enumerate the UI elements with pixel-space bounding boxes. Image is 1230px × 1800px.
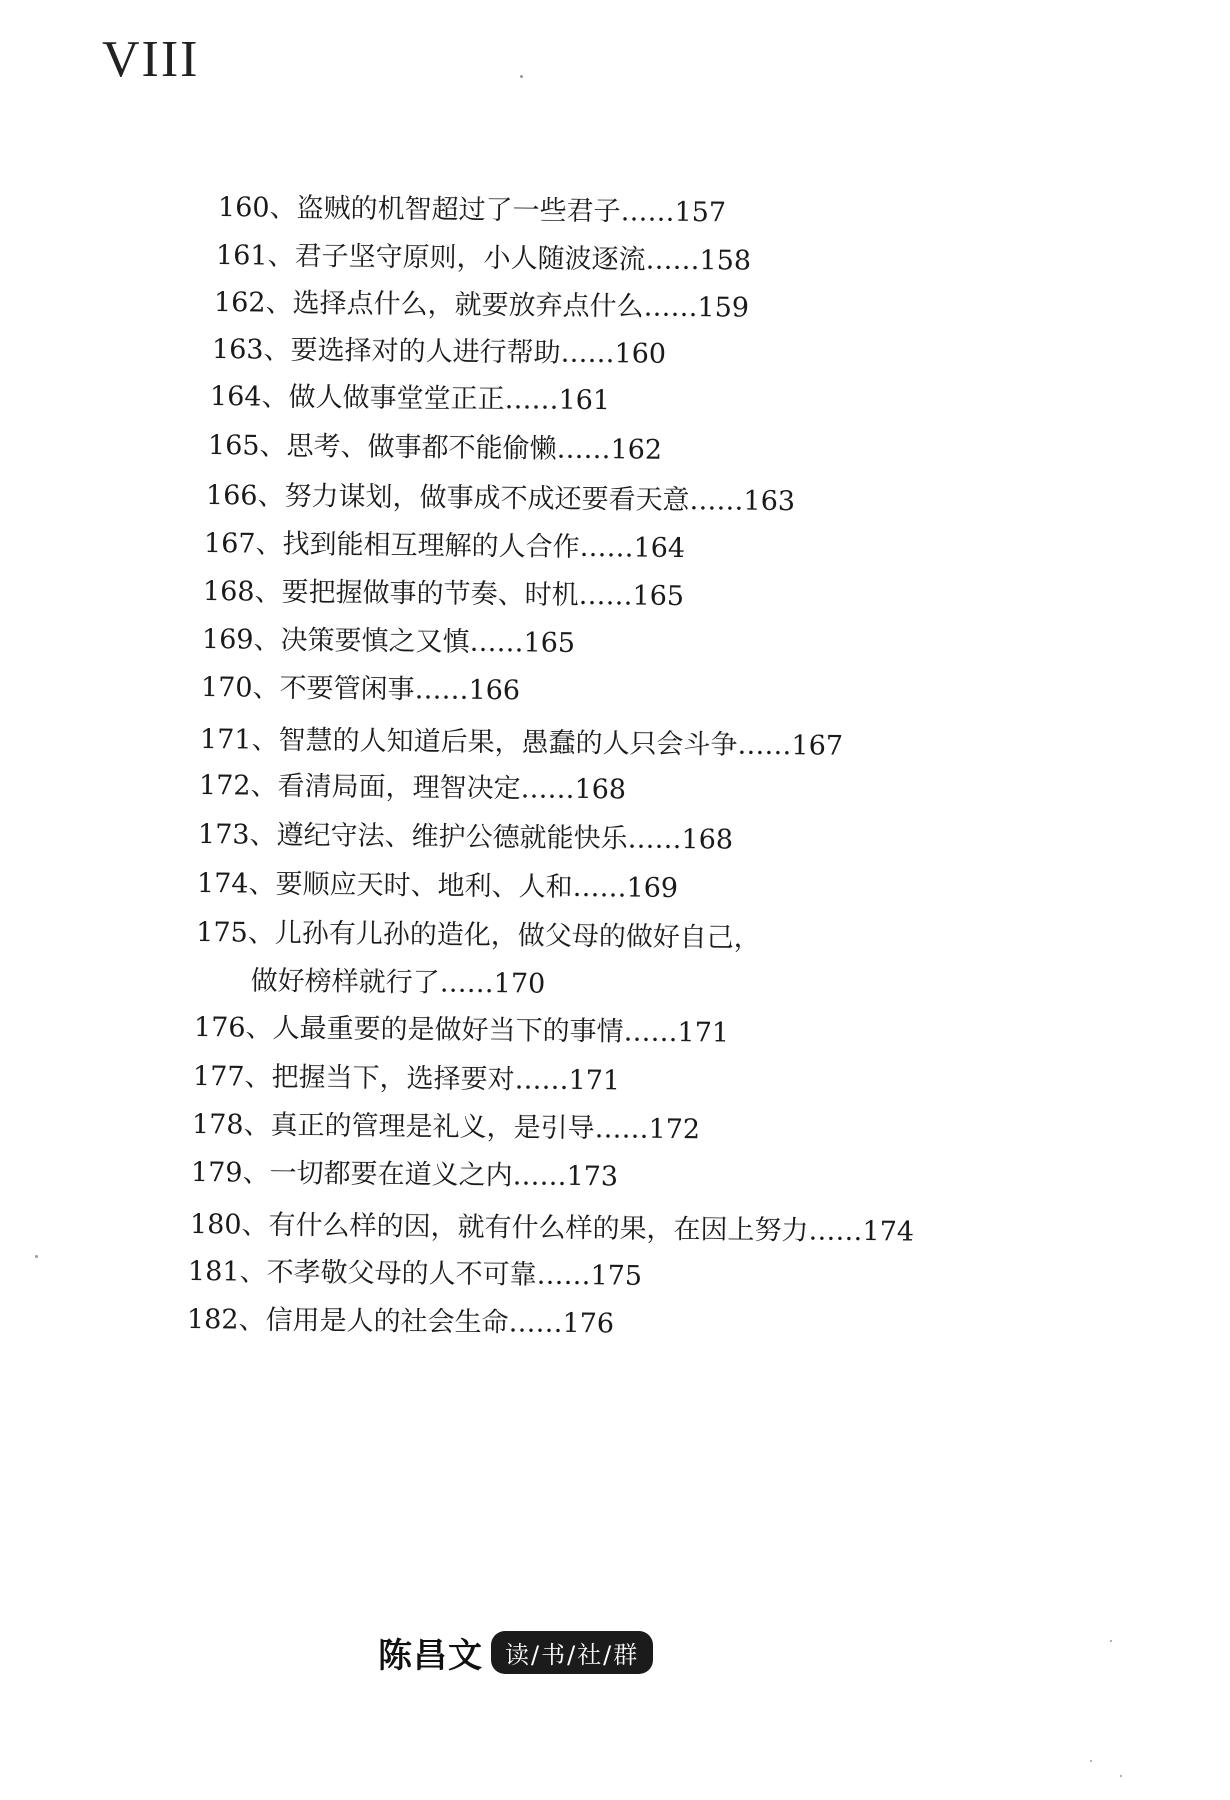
brand-name: 陈昌文: [378, 1635, 483, 1676]
toc-entry-page: 165: [632, 580, 685, 613]
toc-entry-page: 169: [626, 872, 679, 905]
toc-entry-number: 181: [187, 1256, 240, 1288]
scan-speck: [35, 1255, 38, 1258]
toc-entry-separator: 、: [249, 819, 277, 851]
toc-entry-page: 163: [743, 485, 796, 518]
toc-entry: [196, 915, 761, 1005]
toc-entry-number: 168: [202, 576, 255, 608]
toc-entry-number: 167: [203, 528, 256, 560]
toc-entry-number: 174: [196, 868, 249, 900]
toc-entry-page: 170: [493, 968, 546, 1000]
toc-entry-page: 158: [699, 245, 752, 277]
toc-entry-page: 171: [677, 1017, 730, 1049]
footer-logo: [378, 1628, 654, 1676]
toc-entry-separator: 、: [267, 240, 295, 272]
toc-entry-separator: 、: [257, 480, 285, 512]
toc-entry-leader: ……: [645, 244, 700, 277]
toc-entry: [199, 768, 626, 808]
toc-entry-page: 167: [791, 730, 844, 762]
toc-entry-separator: 、: [265, 287, 293, 319]
toc-entry-leader: ……: [469, 626, 524, 659]
toc-entry-number: 170: [200, 672, 253, 704]
toc-entry-title-continued: 做好榜样就行了: [250, 965, 440, 999]
toc-entry: [216, 238, 751, 280]
toc-entry-number: 178: [191, 1109, 244, 1141]
toc-entry-number: 173: [197, 819, 250, 851]
toc-entry-title: 一切都要在道义之内: [269, 1157, 513, 1192]
toc-entry-separator: 、: [251, 724, 279, 756]
toc-entry-number: 177: [192, 1061, 245, 1093]
toc-entry-leader: ……: [620, 196, 675, 228]
toc-entry-title: 不要管闲事: [279, 672, 415, 706]
toc-entry-page: 159: [697, 292, 750, 324]
toc-entry-separator: 、: [241, 1209, 269, 1241]
toc-entry-leader: ……: [594, 1113, 649, 1145]
toc-entry-leader: ……: [578, 579, 633, 612]
toc-entry-separator: 、: [269, 192, 297, 224]
toc-entry: [210, 379, 610, 419]
toc-entry-page: 164: [633, 532, 686, 565]
toc-entry-separator: 、: [245, 1012, 273, 1044]
toc-entry: [202, 622, 575, 662]
toc-entry-separator: 、: [263, 334, 291, 366]
toc-entry-title: 不孝敬父母的人不可靠: [266, 1256, 537, 1291]
toc-entry-title: 盗贼的机智超过了一些君子: [296, 192, 621, 228]
toc-entry-title: 决策要慎之又慎: [280, 624, 470, 658]
toc-entry-leader: ……: [512, 1160, 567, 1192]
toc-entry: [190, 1207, 914, 1251]
toc-entry: [200, 722, 843, 765]
toc-entry-leader: ……: [689, 485, 744, 517]
toc-entry-leader: ……: [579, 531, 634, 564]
toc-entry-title: 有什么样的因，就有什么样的果，在因上努力: [268, 1209, 809, 1247]
toc-entry: [188, 1254, 642, 1295]
toc-entry-page: 168: [681, 824, 734, 856]
toc-entry-number: 160: [217, 192, 270, 224]
toc-entry-title: 信用是人的社会生命: [265, 1304, 509, 1339]
toc-entry-number: 169: [201, 624, 254, 656]
toc-entry-title: 智慧的人知道后果，愚蠢的人只会斗争: [278, 724, 738, 761]
toc-entry: [203, 574, 684, 615]
toc-entry-page: 174: [862, 1216, 915, 1248]
toc-entry-page: 162: [610, 434, 663, 466]
toc-entry-separator: 、: [247, 917, 275, 949]
toc-entry-number: 180: [189, 1209, 242, 1241]
toc-entry-separator: 、: [250, 770, 278, 802]
toc-entry-number: 163: [211, 334, 264, 366]
brand-tag: 读/书/社/群: [491, 1631, 653, 1674]
toc-entry-separator: 、: [255, 528, 283, 560]
toc-entry: [191, 1155, 618, 1195]
toc-entry-number: 165: [207, 430, 260, 462]
toc-entry-page: 160: [614, 338, 667, 370]
toc-entry-leader: ……: [623, 1016, 678, 1049]
toc-entry: [218, 190, 726, 231]
toc-entry-title: 思考、做事都不能偷懒: [286, 430, 557, 465]
toc-entry-number: 161: [215, 240, 268, 272]
toc-entry: [206, 478, 795, 520]
toc-entry-separator: 、: [261, 381, 289, 413]
toc-entry-page: 161: [558, 384, 611, 417]
toc-entry-leader: ……: [514, 1064, 569, 1096]
toc-entry-number: 176: [193, 1012, 246, 1044]
toc-entry-page: 157: [674, 196, 727, 229]
toc-entry-leader: ……: [572, 871, 627, 904]
toc-entry-number: 164: [209, 381, 262, 413]
toc-entry: [192, 1107, 700, 1148]
toc-entry-title: 把握当下，选择要对: [271, 1061, 515, 1096]
toc-entry-title: 遵纪守法、维护公德就能快乐: [276, 819, 628, 855]
toc-entry: [193, 1059, 620, 1099]
toc-entry-leader: ……: [808, 1215, 863, 1248]
toc-entry-title: 要把握做事的节奏、时机: [281, 576, 579, 611]
toc-entry-separator: 、: [243, 1109, 271, 1141]
toc-entry-leader: ……: [504, 384, 559, 416]
toc-entry: [208, 428, 662, 469]
toc-entry-leader: ……: [508, 1307, 563, 1339]
scan-speck: [1090, 1760, 1092, 1762]
scan-speck: [520, 75, 523, 78]
toc-entry-page: 171: [568, 1064, 621, 1097]
toc-entry-separator: 、: [252, 672, 280, 704]
toc-entry: [201, 670, 520, 709]
toc-entry-number: 179: [190, 1157, 243, 1189]
toc-entry-page: 165: [523, 627, 576, 659]
scan-speck: [1110, 1640, 1112, 1642]
toc-entry-title: 努力谋划，做事成不成还要看天意: [284, 480, 690, 517]
toc-entry-separator: 、: [238, 1304, 266, 1336]
toc-entry-title: 人最重要的是做好当下的事情: [272, 1012, 624, 1048]
toc-entry: [194, 1010, 729, 1052]
toc-entry-separator: 、: [254, 576, 282, 608]
toc-entry-title: 看清局面，理智决定: [277, 770, 521, 805]
toc-entry-title: 真正的管理是礼义，是引导: [270, 1109, 595, 1145]
toc-entry-title: 要选择对的人进行帮助: [290, 334, 561, 369]
toc-entry-separator: 、: [242, 1157, 270, 1189]
toc-entry-separator: 、: [253, 624, 281, 656]
toc-entry-number: 172: [198, 770, 251, 802]
scan-speck: [1120, 1775, 1122, 1777]
toc-entry-title: 君子坚守原则，小人随波逐流: [294, 240, 646, 276]
toc-entry-page: 166: [468, 674, 521, 707]
toc-entry-number: 175: [196, 917, 248, 949]
toc-entry: [214, 285, 749, 327]
toc-entry-title: 儿孙有儿孙的造化，做父母的做好自己，: [274, 917, 761, 954]
toc-entry: [204, 526, 685, 567]
toc-entry-leader: ……: [560, 337, 615, 370]
toc-entry-number: 171: [199, 724, 252, 756]
toc-entry-leader: ……: [439, 967, 494, 1000]
toc-entry-leader: ……: [556, 433, 611, 466]
toc-entry-leader: ……: [643, 291, 698, 324]
toc-entry-leader: ……: [414, 674, 469, 706]
toc-entry-separator: 、: [244, 1061, 272, 1093]
toc-entry: [187, 1302, 614, 1342]
toc-entry-separator: 、: [239, 1256, 267, 1288]
toc-entry-number: 182: [186, 1304, 239, 1336]
toc-entry-separator: 、: [248, 868, 276, 900]
toc-entry-leader: ……: [536, 1259, 591, 1292]
page-number: VIII: [102, 31, 200, 88]
toc-entry: [197, 866, 678, 907]
toc-entry: [198, 817, 733, 859]
toc-entry-number: 166: [205, 480, 258, 512]
toc-entry-leader: ……: [627, 823, 682, 856]
toc-entry-title: 要顺应天时、地利、人和: [275, 868, 573, 903]
toc-entry-title: 做人做事堂堂正正: [288, 381, 505, 416]
toc-entry: [212, 332, 666, 373]
toc-entry-page: 168: [574, 773, 627, 806]
toc-entry-page: 176: [562, 1307, 615, 1340]
toc-entry-page: 175: [590, 1260, 643, 1292]
toc-entry-page: 173: [566, 1160, 619, 1193]
toc-entry-leader: ……: [737, 729, 792, 762]
toc-entry-separator: 、: [259, 430, 287, 462]
toc-entry-number: 162: [213, 287, 266, 319]
toc-entry-page: 172: [648, 1113, 701, 1146]
toc-entry-leader: ……: [520, 773, 575, 805]
toc-entry-title: 找到能相互理解的人合作: [282, 528, 580, 563]
toc-entry-title: 选择点什么，就要放弃点什么: [292, 287, 644, 323]
